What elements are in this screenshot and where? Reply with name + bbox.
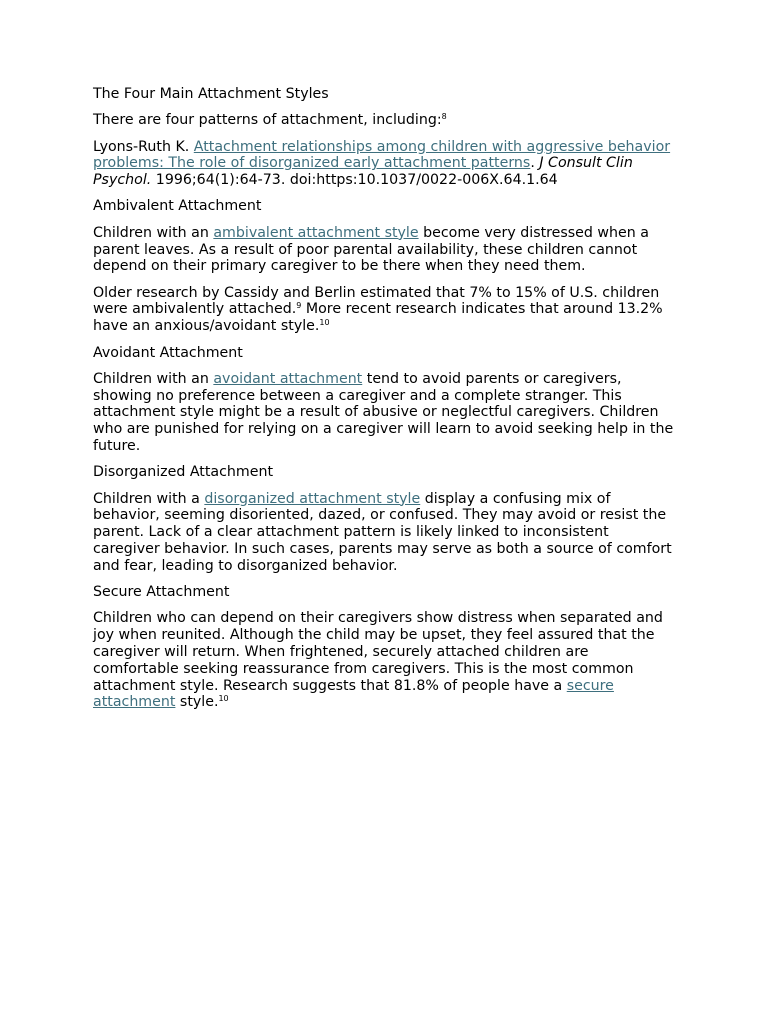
intro-text: There are four patterns of attachment, including:: [93, 112, 442, 129]
disorganized-paragraph: [93, 491, 678, 575]
intro-paragraph: [93, 112, 678, 129]
paragraph-text: become very distressed when a parent leaves. As a result of poor parental availability, these children cannot depend on their primary caregiver to be there when they need them.: [93, 224, 649, 275]
citation-link[interactable]: Attachment relationships among children with aggressive behavior problems: The role of disorganized early attachment patterns: [93, 138, 671, 172]
avoidant-paragraph: [93, 371, 678, 455]
secure-paragraph: [93, 610, 678, 711]
paragraph-text: More recent research indicates that around 13.2% have an anxious/avoidant style.: [93, 301, 663, 335]
secure-heading: Secure Attachment: [93, 584, 230, 601]
citation-author: Lyons-Ruth K.: [93, 138, 194, 155]
ambivalent-paragraph-1: [93, 225, 678, 275]
avoidant-heading: Avoidant Attachment: [93, 344, 243, 361]
citation-paragraph: [93, 139, 678, 189]
citation-journal: J Consult Clin Psychol.: [93, 155, 633, 189]
ambivalent-attachment-link[interactable]: ambivalent attachment style: [213, 224, 419, 241]
ambivalent-heading: Ambivalent Attachment: [93, 198, 262, 215]
disorganized-heading: Disorganized Attachment: [93, 464, 274, 481]
paragraph-text: display a confusing mix of behavior, seeming disoriented, dazed, or confused. They may avoid or resist the parent. Lack of a clear attachment pattern is likely linked to inconsistent caregiver behavior. In such cases, parents may serve as both a source of comfort and fear, leading to disorganized behavior.: [93, 490, 672, 574]
paragraph-text: tend to avoid parents or caregivers, showing no preference between a caregiver and a complete stranger. This attachment style might be a result of abusive or neglectful caregivers. Children who are punished for relying on a caregiver will learn to avoid seeking help in the future.: [93, 370, 674, 455]
paragraph-text: Older research by Cassidy and Berlin estimated that 7% to 15% of U.S. children were ambivalently attached.: [93, 284, 660, 318]
paragraph-text: Children who can depend on their caregivers show distress when separated and joy when reunited. Although the child may be upset, they feel assured that the caregiver will return. When frightened, securely attached children are comfortable seeking reassurance from caregivers. This is the most common attachment style. Research suggests that 81.8% of people have a: [93, 610, 663, 694]
paragraph-text: style.: [175, 694, 219, 711]
disorganized-attachment-link[interactable]: disorganized attachment style: [204, 490, 421, 507]
document-title: The Four Main Attachment Styles: [93, 86, 329, 102]
citation-separator: .: [530, 155, 540, 172]
paragraph-text: Children with an: [93, 370, 214, 387]
footnote-ref: 10: [218, 694, 229, 704]
ambivalent-paragraph-2: [93, 285, 678, 335]
footnote-ref: 10: [319, 318, 330, 328]
avoidant-attachment-link[interactable]: avoidant attachment: [213, 370, 363, 387]
secure-attachment-link[interactable]: secure attachment: [93, 677, 614, 711]
paragraph-text: Children with an: [93, 224, 214, 241]
paragraph-text: Children with a: [93, 490, 205, 507]
citation-details: 1996;64(1):64-73. doi:https:10.1037/0022-006X.64.1.64: [151, 172, 558, 189]
footnote-ref: 9: [296, 301, 302, 311]
footnote-ref: 8: [441, 112, 447, 122]
